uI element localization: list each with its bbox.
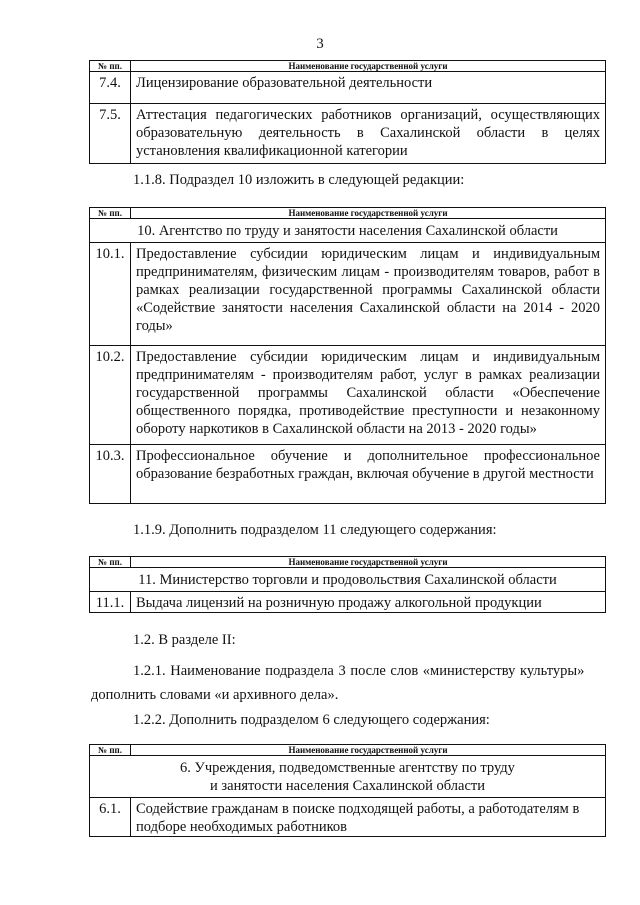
row-number: 7.4.: [90, 72, 131, 104]
table-header: [90, 61, 606, 72]
paragraph-1-1-9: 1.1.9. Дополнить подразделом 11 следующего содержания:: [133, 522, 497, 538]
section-row: [90, 219, 606, 243]
section-title: 11. Министерство торговли и продовольствия Сахалинской области: [90, 568, 606, 592]
services-table-10: [89, 207, 606, 504]
section-title: 10. Агентство по труду и занятости населения Сахалинской области: [90, 219, 606, 243]
section-title-line1: 6. Учреждения, подведомственные агентству по труду: [180, 760, 515, 776]
table-row: [90, 445, 606, 504]
services-table-6: [89, 744, 606, 837]
table-row: [90, 346, 606, 445]
column-header-name: Наименование государственной услуги: [131, 557, 606, 568]
section-title-line2: и занятости населения Сахалинской области: [210, 778, 485, 794]
row-text: Аттестация педагогических работников организаций, осуществляющих образовательную деятельность в Сахалинской области в целях установления квалификационной категории: [131, 104, 606, 164]
row-number: 6.1.: [90, 798, 131, 837]
column-header-name: Наименование государственной услуги: [131, 745, 606, 756]
row-number: 7.5.: [90, 104, 131, 164]
paragraph-1-1-8: 1.1.8. Подраздел 10 изложить в следующей редакции:: [133, 172, 465, 188]
column-header-name: Наименование государственной услуги: [131, 208, 606, 219]
row-number: 11.1.: [90, 592, 131, 613]
column-header-name: Наименование государственной услуги: [131, 61, 606, 72]
paragraph-1-2-1-line2: дополнить словами «и архивного дела».: [91, 687, 339, 703]
row-text: Предоставление субсидии юридическим лицам и индивидуальным предпринимателям - производителям работ, услуг в рамках реализации государственной программы Сахалинской области «Обеспечение общественного порядка, противодействие преступности и незаконному обороту наркотиков в Сахалинской области на 2013 - 2020 годы»: [131, 346, 606, 445]
row-number: 10.2.: [90, 346, 131, 445]
row-text: Лицензирование образовательной деятельности: [131, 72, 606, 104]
services-table-11: [89, 556, 606, 613]
paragraph-1-2-2: 1.2.2. Дополнить подразделом 6 следующего содержания:: [133, 712, 490, 728]
table-header: [90, 557, 606, 568]
table-row: [90, 798, 606, 837]
table-header: [90, 745, 606, 756]
row-text: Выдача лицензий на розничную продажу алкогольной продукции: [131, 592, 606, 613]
row-text: Содействие гражданам в поиске подходящей работы, а работодателям в подборе необходимых работников: [131, 798, 606, 837]
column-header-number: № пп.: [90, 61, 131, 72]
row-number: 10.1.: [90, 243, 131, 346]
table-row: [90, 243, 606, 346]
paragraph-1-2-1-line1: 1.2.1. Наименование подраздела 3 после слов «министерству культуры»: [133, 663, 585, 679]
table-row: [90, 104, 606, 164]
paragraph-1-2: 1.2. В разделе II:: [133, 632, 236, 648]
column-header-number: № пп.: [90, 745, 131, 756]
table-row: [90, 592, 606, 613]
page-number: 3: [316, 36, 324, 52]
table-row: [90, 72, 606, 104]
row-number: 10.3.: [90, 445, 131, 504]
row-text: Профессиональное обучение и дополнительное профессиональное образование безработных граждан, включая обучение в другой местности: [131, 445, 606, 504]
column-header-number: № пп.: [90, 208, 131, 219]
section-row: [90, 568, 606, 592]
section-title: [90, 756, 606, 798]
section-row: [90, 756, 606, 798]
services-table-7: [89, 60, 606, 164]
column-header-number: № пп.: [90, 557, 131, 568]
row-text: Предоставление субсидии юридическим лицам и индивидуальным предпринимателям, физическим лицам - производителям товаров, работ в рамках реализации государственной программы Сахалинской области «Содействие занятости населения Сахалинской области на 2014 - 2020 годы»: [131, 243, 606, 346]
table-header: [90, 208, 606, 219]
